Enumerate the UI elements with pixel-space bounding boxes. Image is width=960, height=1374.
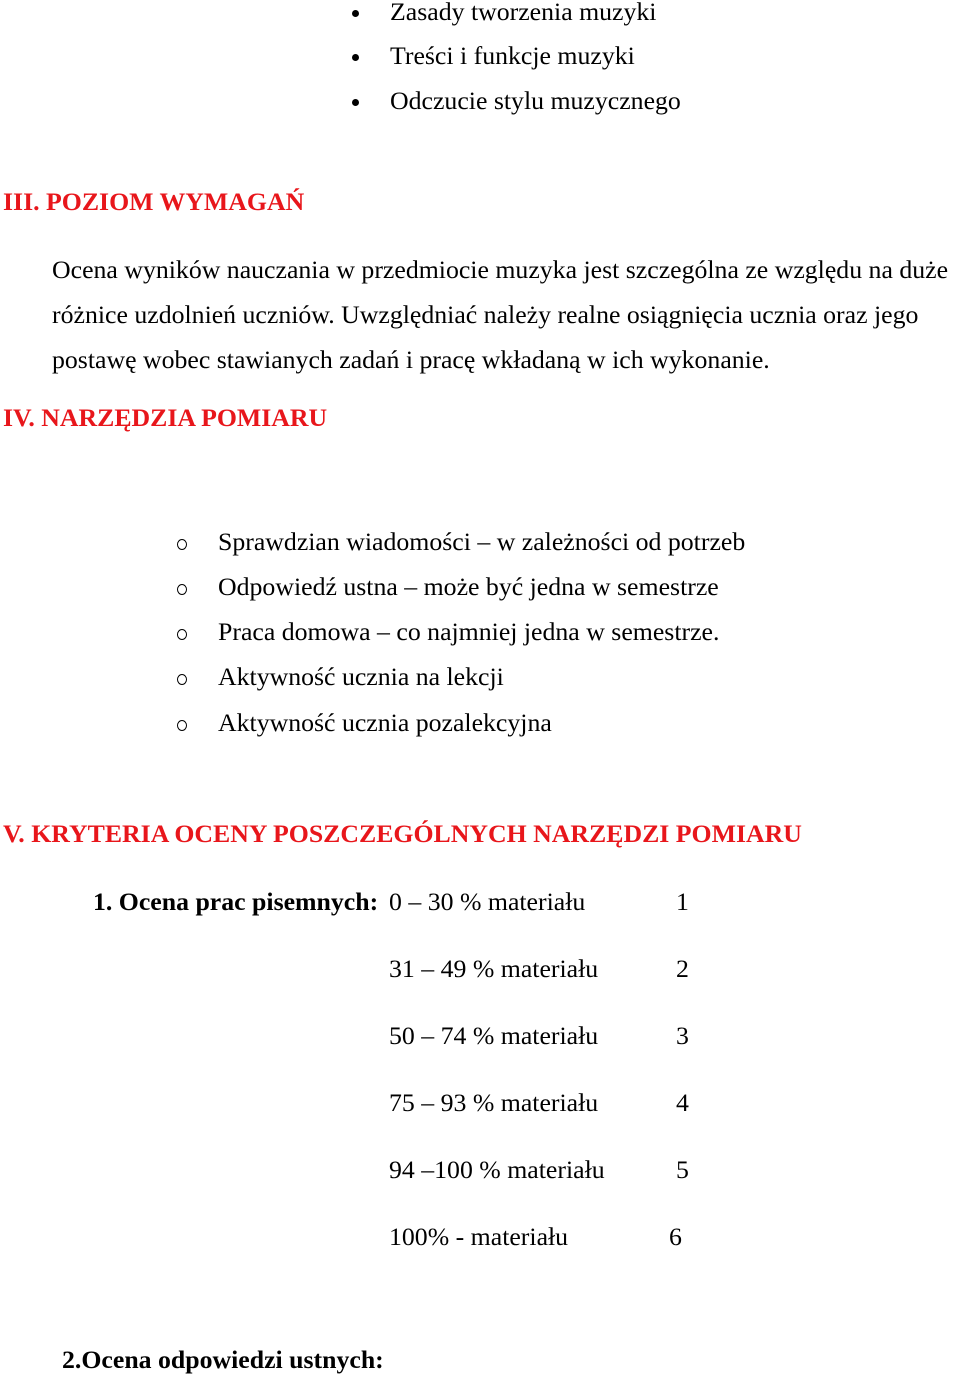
written-work-grading-table: [80, 887, 700, 1251]
section-heading-measurement-tools: IV. NARZĘDZIA POMIARU: [3, 403, 328, 432]
grading-row: [380, 1021, 700, 1050]
circle-bullet-marker: [177, 629, 187, 640]
list-item-text: Sprawdzian wiadomości – w zależności od potrzeb: [218, 527, 746, 556]
written-work-label: 1. Ocena prac pisemnych:: [93, 887, 379, 916]
bullet-item: [340, 0, 720, 26]
grade-range: 94 –100 % materiału: [389, 1155, 605, 1184]
bullet-marker: [352, 99, 359, 106]
list-item-text: Aktywność ucznia na lekcji: [218, 662, 504, 691]
circle-bullet-marker: [177, 539, 187, 550]
list-item: [170, 572, 770, 601]
list-item: [170, 662, 770, 691]
grade-value: 5: [676, 1155, 689, 1184]
bullet-item-text: Treści i funkcje muzyki: [390, 41, 635, 70]
bullet-marker: [352, 54, 359, 61]
list-item: [170, 708, 770, 737]
list-item-text: Odpowiedź ustna – może być jedna w semestrze: [218, 572, 719, 601]
paragraph-line: postawę wobec stawianych zadań i pracę wkładaną w ich wykonanie.: [52, 345, 770, 374]
grade-value: 1: [676, 887, 689, 916]
list-item-text: Praca domowa – co najmniej jedna w semestrze.: [218, 617, 720, 646]
list-item: [170, 617, 770, 646]
circle-bullet-marker: [177, 584, 187, 595]
list-item-text: Aktywność ucznia pozalekcyjna: [218, 708, 552, 737]
section-heading-requirements: III. POZIOM WYMAGAŃ: [3, 187, 305, 216]
section-heading-assessment-criteria: V. KRYTERIA OCENY POSZCZEGÓLNYCH NARZĘDZI POMIARU: [3, 819, 802, 848]
grading-row: [380, 887, 700, 916]
bullet-item: [340, 86, 720, 115]
grade-value: 2: [676, 954, 689, 983]
grading-row: [380, 1155, 700, 1184]
oral-answers-label: 2.Ocena odpowiedzi ustnych:: [62, 1345, 384, 1374]
bullet-marker: [352, 10, 359, 17]
circle-bullet-marker: [177, 674, 187, 685]
bullet-list: [340, 0, 720, 116]
paragraph-line: różnice uzdolnień uczniów. Uwzględniać należy realne osiągnięcia ucznia oraz jego: [52, 300, 919, 329]
requirements-paragraph: [52, 255, 956, 374]
grade-value: 6: [669, 1222, 682, 1251]
grade-value: 3: [676, 1021, 689, 1050]
bullet-item-text: Odczucie stylu muzycznego: [390, 86, 681, 115]
circle-bullet-marker: [177, 720, 187, 731]
paragraph-line: Ocena wyników nauczania w przedmiocie muzyka jest szczególna ze względu na duże: [52, 255, 949, 284]
grade-range: 75 – 93 % materiału: [389, 1088, 599, 1117]
list-item: [170, 527, 770, 556]
grade-range: 0 – 30 % materiału: [389, 887, 586, 916]
grade-range: 100% - materiału: [389, 1222, 569, 1251]
grade-range: 50 – 74 % materiału: [389, 1021, 599, 1050]
grade-value: 4: [676, 1088, 689, 1117]
grading-row: [380, 1222, 700, 1251]
measurement-tools-list: [170, 527, 770, 737]
bullet-item: [340, 41, 720, 70]
grading-row: [380, 1088, 700, 1117]
bullet-item-text: Zasady tworzenia muzyki: [390, 0, 657, 26]
grade-range: 31 – 49 % materiału: [389, 954, 599, 983]
grading-row: [380, 954, 700, 983]
